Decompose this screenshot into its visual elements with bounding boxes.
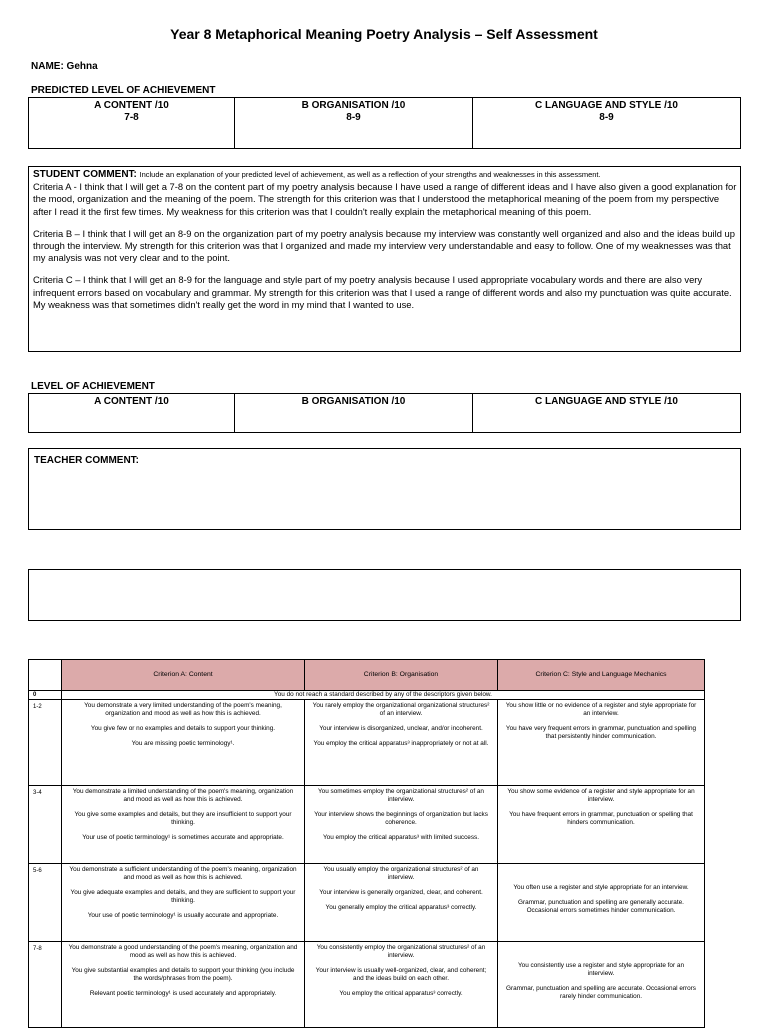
- achievement-cell-a: [29, 394, 235, 433]
- rubric-text: Your use of poetic terminology¹ is usually accurate and appropriate.: [87, 912, 279, 919]
- predicted-value-a: 7-8: [124, 112, 139, 123]
- achievement-cell-c: [473, 394, 741, 433]
- rubric-text: You have very frequent errors in grammar, punctuation and spelling that persistently hinder communication.: [505, 725, 697, 740]
- rubric-text: You usually employ the organizational structures² of an interview.: [323, 866, 479, 881]
- rubric-text: You employ the critical apparatus³ inappropriately or not at all.: [313, 740, 489, 747]
- achievement-heading: LEVEL OF ACHIEVEMENT: [31, 381, 155, 392]
- rubric-cell-c: [498, 786, 705, 864]
- student-comment-box: [28, 166, 741, 352]
- predicted-cell-c: [473, 98, 741, 149]
- student-name: NAME: Gehna: [31, 61, 98, 72]
- rubric-text: You demonstrate a very limited understanding of the poem's meaning, organization and mood as well as how this is achieved.: [84, 702, 282, 717]
- rubric-text: You employ the critical apparatus³ with limited success.: [322, 834, 480, 841]
- student-comment-label: STUDENT COMMENT:: [33, 169, 137, 180]
- student-comment-paragraph-c: Criteria C – I think that I will get an 8-9 for the language and style part of my poetry analysis because I used appropriate vocabulary words and there are also very infrequent errors based on vocabulary and grammar. My strength for this criterion was that I used a range of different words and also my punctuation was quite accurate. My weakness was that sometimes didn't really get the word in my mind that I wanted to use.: [33, 274, 732, 310]
- rubric-cell-a: [62, 786, 305, 864]
- rubric-corner-cell: [29, 660, 62, 691]
- rubric-cell-a: [62, 942, 305, 1028]
- rubric-text: You show little or no evidence of a register and style appropriate for an interview.: [505, 702, 697, 717]
- rubric-text: You generally employ the critical apparatus³ correctly.: [325, 904, 477, 911]
- predicted-table: [28, 97, 741, 149]
- predicted-header-a: A CONTENT /10: [94, 100, 169, 111]
- rubric-header-c: Criterion C: Style and Language Mechanics: [498, 660, 705, 691]
- rubric-cell-c: [498, 864, 705, 942]
- achievement-cell-b: [235, 394, 473, 433]
- rubric-header-a: Criterion A: Content: [62, 660, 305, 691]
- rubric-text: Relevant poetic terminology¹ is used accurately and appropriately.: [89, 990, 277, 997]
- predicted-value-b: 8-9: [346, 112, 361, 123]
- rubric-text: Grammar, punctuation and spelling are generally accurate. Occasional errors sometimes hinder communication.: [518, 898, 684, 914]
- rubric-text: Your interview is usually well-organized, clear, and coherent; and the ideas build on each other.: [315, 967, 487, 982]
- predicted-heading: PREDICTED LEVEL OF ACHIEVEMENT: [31, 85, 216, 96]
- teacher-comment-box: [28, 448, 741, 530]
- achievement-table: [28, 393, 741, 433]
- achievement-header-c: C LANGUAGE AND STYLE /10: [535, 396, 678, 407]
- rubric-level: 5-6: [29, 864, 62, 942]
- rubric-text: Your interview shows the beginnings of organization but lacks coherence.: [314, 811, 488, 826]
- rubric-cell-b: [305, 864, 498, 942]
- rubric-level: 0: [29, 691, 62, 700]
- rubric-cell-b: [305, 786, 498, 864]
- rubric-text: You give few or no examples and details to support your thinking.: [90, 725, 276, 732]
- predicted-value-c: 8-9: [599, 112, 614, 123]
- rubric-text: Grammar, punctuation and spelling are accurate. Occasional errors rarely hinder communication.: [505, 984, 697, 1000]
- predicted-cell-a: [29, 98, 235, 149]
- table-row: [29, 700, 705, 786]
- rubric-text: You give substantial examples and details to support your thinking (you include the words/phrases from the poem).: [71, 967, 295, 982]
- predicted-header-b: B ORGANISATION /10: [301, 100, 406, 111]
- student-comment-paragraph-b: Criteria B – I think that I will get an 8-9 on the organization part of my poetry analysis because my interview was constantly well organized and also and the ideas build up through the interview. My strength for this criterion was that I organized and made my interview very understandable and easy to follow. One of my weaknesses was that my analysis was not very clear and to the point.: [33, 227, 735, 264]
- rubric-text: Your use of poetic terminology¹ is sometimes accurate and appropriate.: [82, 834, 284, 841]
- rubric-level: 7-8: [29, 942, 62, 1028]
- rubric-cell-c: [498, 700, 705, 786]
- rubric-text: You demonstrate a limited understanding of the poem's meaning, organization and mood as well as how this is achieved.: [72, 788, 294, 803]
- rubric-level: 1-2: [29, 700, 62, 786]
- rubric-table: [28, 659, 705, 1028]
- rubric-text: Your interview is generally organized, clear, and coherent.: [319, 889, 483, 896]
- rubric-text: You show some evidence of a register and style appropriate for an interview.: [507, 788, 695, 803]
- table-row: [29, 864, 705, 942]
- rubric-text: You sometimes employ the organizational structures² of an interview.: [317, 788, 484, 803]
- page-title: Year 8 Metaphorical Meaning Poetry Analysis – Self Assessment: [170, 26, 598, 42]
- rubric-cell-b: [305, 700, 498, 786]
- rubric-cell-a: [62, 700, 305, 786]
- rubric-cell-a: [62, 864, 305, 942]
- teacher-comment-label: TEACHER COMMENT:: [34, 455, 139, 466]
- rubric-text: You are missing poetic terminology¹.: [131, 740, 235, 747]
- rubric-zero-text: You do not reach a standard described by any of the descriptors given below.: [62, 691, 705, 700]
- table-row: [29, 942, 705, 1028]
- blank-box: [28, 569, 741, 621]
- rubric-text: You consistently employ the organizational structures² of an interview.: [316, 944, 486, 959]
- rubric-text: You give adequate examples and details, and they are sufficient to support your thinking.: [70, 889, 296, 904]
- predicted-cell-b: [235, 98, 473, 149]
- student-comment-paragraph-a: Criteria A - I think that I will get a 7-8 on the content part of my poetry analysis because I have used a range of different ideas and I have also given a good explanation for the mood, organization and the meaning of the poem. The strength for this criterion was that I understood the metaphorical meaning of the poem from my perspective after I read it the first few times. My weakness for this criterion was that I couldn't really explain the metaphorical meaning of this poem.: [33, 181, 737, 217]
- predicted-header-c: C LANGUAGE AND STYLE /10: [535, 100, 678, 111]
- rubric-text: You have frequent errors in grammar, punctuation or spelling that hinders communication.: [509, 811, 693, 826]
- rubric-cell-c: [498, 942, 705, 1028]
- rubric-text: You demonstrate a sufficient understanding of the poem's meaning, organization and mood as well as how this is achieved.: [69, 866, 297, 881]
- rubric-text: You demonstrate a good understanding of the poem's meaning, organization and mood as well as how this is achieved.: [68, 944, 298, 959]
- rubric-header-row: [29, 660, 705, 691]
- rubric-header-b: Criterion B: Organisation: [305, 660, 498, 691]
- student-comment-instruction: Include an explanation of your predicted level of achievement, as well as a reflection of your strengths and weaknesses in this assessment.: [139, 170, 601, 179]
- rubric-cell-b: [305, 942, 498, 1028]
- rubric-row-zero: [29, 691, 705, 700]
- rubric-text: You rarely employ the organizational organizational structures² of an interview.: [312, 702, 490, 717]
- achievement-header-a: A CONTENT /10: [94, 396, 169, 407]
- rubric-text: You employ the critical apparatus³ correctly.: [339, 990, 463, 997]
- rubric-text: You consistently use a register and style appropriate for an interview.: [517, 961, 685, 977]
- table-row: [29, 786, 705, 864]
- rubric-text: Your interview is disorganized, unclear, and/or incoherent.: [319, 725, 483, 732]
- rubric-level: 3-4: [29, 786, 62, 864]
- achievement-header-b: B ORGANISATION /10: [301, 396, 406, 407]
- rubric-text: You often use a register and style appropriate for an interview.: [513, 883, 689, 891]
- rubric-text: You give some examples and details, but they are insufficient to support your thinking.: [74, 811, 292, 826]
